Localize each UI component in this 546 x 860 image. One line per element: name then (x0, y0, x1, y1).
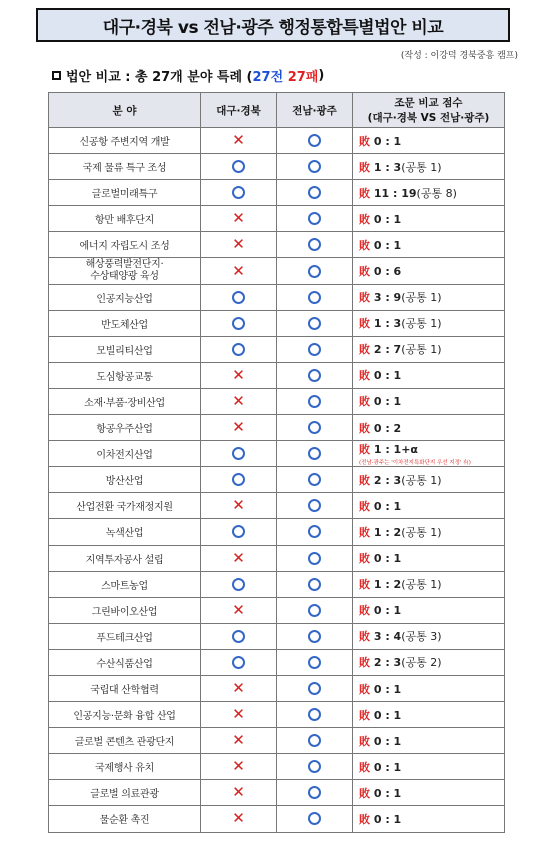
daegu-cell (201, 675, 277, 701)
square-bullet-icon (52, 71, 61, 80)
table-row (49, 336, 505, 362)
score-value: 0 : 1 (373, 604, 402, 618)
score-cell (353, 806, 505, 832)
circle-icon (308, 395, 321, 408)
score-cell (353, 362, 505, 388)
circle-icon (232, 186, 245, 199)
area-cell: 국제행사 유치 (49, 754, 201, 780)
x-icon: ✕ (232, 391, 245, 410)
daegu-cell (201, 415, 277, 441)
area-cell: 방산산업 (49, 467, 201, 493)
circle-icon (308, 212, 321, 225)
jeonnam-cell (277, 232, 353, 258)
area-label-line2: 수상태양광 육성 (90, 271, 159, 283)
score-value: 0 : 1 (373, 734, 402, 748)
loss-mark: 敗 (359, 186, 370, 200)
score-cell (353, 128, 505, 154)
area-cell: 신공항 주변지역 개발 (49, 128, 201, 154)
table-row (49, 754, 505, 780)
circle-icon (308, 525, 321, 538)
daegu-cell (201, 728, 277, 754)
area-cell: 그린바이오산업 (49, 597, 201, 623)
circle-icon (308, 708, 321, 721)
circle-icon (308, 499, 321, 512)
table-row (49, 180, 505, 206)
score-value: 0 : 1 (373, 238, 402, 252)
score-value: 0 : 1 (373, 812, 402, 826)
score-value: 0 : 1 (373, 134, 402, 148)
header-score-line2: (대구·경북 VS 전남·광주) (367, 112, 490, 124)
circle-icon (308, 682, 321, 695)
jeonnam-cell (277, 336, 353, 362)
area-cell: 항만 배후단지 (49, 206, 201, 232)
table-row (49, 649, 505, 675)
area-cell: 푸드테크산업 (49, 623, 201, 649)
subtitle (52, 66, 324, 85)
score-value: 0 : 1 (373, 395, 402, 409)
loss-mark: 敗 (359, 786, 370, 800)
score-cell (353, 728, 505, 754)
circle-icon (308, 343, 321, 356)
subtitle-losses: 27패 (287, 70, 319, 85)
area-cell: 산업전환 국가재정지원 (49, 493, 201, 519)
area-cell: 녹색산업 (49, 519, 201, 545)
x-icon: ✕ (232, 705, 245, 724)
score-value: 0 : 6 (373, 265, 402, 279)
area-cell: 글로벌미래특구 (49, 180, 201, 206)
table-row (49, 728, 505, 754)
table-row (49, 310, 505, 336)
daegu-cell (201, 232, 277, 258)
source-note: (작성 : 이강덕 경북중흥 캠프) (400, 51, 518, 61)
jeonnam-cell (277, 362, 353, 388)
x-icon: ✕ (232, 261, 245, 280)
daegu-cell (201, 467, 277, 493)
circle-icon (232, 630, 245, 643)
table-row (49, 519, 505, 545)
area-cell: 물순환 촉진 (49, 806, 201, 832)
score-value: 2 : 3 (373, 473, 402, 487)
area-cell: 지역투자공사 설립 (49, 545, 201, 571)
jeonnam-cell (277, 545, 353, 571)
table-row (49, 258, 505, 284)
loss-mark: 敗 (359, 604, 370, 618)
score-value: 1 : 3 (373, 160, 402, 174)
score-cell (353, 258, 505, 284)
score-cell (353, 649, 505, 675)
circle-icon (308, 734, 321, 747)
daegu-cell (201, 806, 277, 832)
jeonnam-cell (277, 206, 353, 232)
score-value: 0 : 1 (373, 552, 402, 566)
x-icon: ✕ (232, 131, 245, 150)
x-icon: ✕ (232, 235, 245, 254)
circle-icon (232, 525, 245, 538)
table-row (49, 415, 505, 441)
x-icon: ✕ (232, 209, 245, 228)
circle-icon (308, 656, 321, 669)
jeonnam-cell (277, 519, 353, 545)
area-cell: 스마트농업 (49, 571, 201, 597)
circle-icon (308, 630, 321, 643)
loss-mark: 敗 (359, 421, 370, 435)
circle-icon (308, 473, 321, 486)
circle-icon (308, 812, 321, 825)
common-count: (공통 1) (401, 160, 442, 174)
circle-icon (308, 447, 321, 460)
area-cell: 반도체산업 (49, 310, 201, 336)
score-value: 1 : 2 (373, 525, 402, 539)
circle-icon (308, 604, 321, 617)
score-cell (353, 571, 505, 597)
score-cell (353, 441, 505, 467)
score-value: 3 : 4 (373, 630, 402, 644)
score-cell (353, 206, 505, 232)
score-value: 0 : 1 (373, 369, 402, 383)
score-cell (353, 284, 505, 310)
score-note: (전남·광주는 '이차전지특화단지 우선 지정' 有) (359, 460, 471, 467)
daegu-cell (201, 780, 277, 806)
daegu-cell (201, 310, 277, 336)
jeonnam-cell (277, 128, 353, 154)
daegu-cell (201, 154, 277, 180)
score-cell (353, 336, 505, 362)
score-cell (353, 597, 505, 623)
circle-icon (308, 265, 321, 278)
jeonnam-cell (277, 571, 353, 597)
loss-mark: 敗 (359, 317, 370, 331)
score-value: 2 : 7 (373, 343, 402, 357)
header-jeonnam: 전남·광주 (277, 93, 353, 128)
table-row (49, 441, 505, 467)
circle-icon (308, 786, 321, 799)
loss-mark: 敗 (359, 552, 370, 566)
score-value: 0 : 1 (373, 760, 402, 774)
circle-icon (308, 186, 321, 199)
score-cell (353, 754, 505, 780)
jeonnam-cell (277, 415, 353, 441)
score-value: 0 : 2 (373, 421, 402, 435)
score-cell (353, 180, 505, 206)
area-cell: 모빌리티산업 (49, 336, 201, 362)
area-cell (49, 258, 201, 284)
loss-mark: 敗 (359, 760, 370, 774)
table-row (49, 388, 505, 414)
score-value: 1 : 2 (373, 578, 402, 592)
loss-mark: 敗 (359, 238, 370, 252)
jeonnam-cell (277, 310, 353, 336)
header-score-line1: 조문 비교 점수 (394, 97, 463, 109)
header-score (353, 93, 505, 128)
common-count: (공통 8) (416, 186, 457, 200)
table-header-row (49, 93, 505, 128)
score-value: 1 : 1+α (373, 443, 418, 457)
daegu-cell (201, 649, 277, 675)
loss-mark: 敗 (359, 525, 370, 539)
score-cell (353, 415, 505, 441)
score-value: 3 : 9 (373, 291, 402, 305)
table-row (49, 128, 505, 154)
circle-icon (308, 369, 321, 382)
score-cell (353, 467, 505, 493)
score-value: 0 : 1 (373, 499, 402, 513)
score-value: 0 : 1 (373, 708, 402, 722)
area-cell: 항공우주산업 (49, 415, 201, 441)
header-daegu: 대구·경북 (201, 93, 277, 128)
daegu-cell (201, 180, 277, 206)
score-cell (353, 154, 505, 180)
daegu-cell (201, 388, 277, 414)
loss-mark: 敗 (359, 578, 370, 592)
common-count: (공통 1) (401, 578, 442, 592)
circle-icon (308, 160, 321, 173)
score-cell (353, 702, 505, 728)
table-row (49, 571, 505, 597)
loss-mark: 敗 (359, 734, 370, 748)
loss-mark: 敗 (359, 473, 370, 487)
area-cell: 이차전지산업 (49, 441, 201, 467)
subtitle-prefix: 법안 비교 : 총 27개 분야 특례 ( (66, 70, 253, 85)
daegu-cell (201, 441, 277, 467)
daegu-cell (201, 284, 277, 310)
area-cell: 글로벌 콘텐츠 관광단지 (49, 728, 201, 754)
score-cell (353, 545, 505, 571)
daegu-cell (201, 702, 277, 728)
table-row (49, 545, 505, 571)
table-body (49, 128, 505, 833)
score-value: 0 : 1 (373, 682, 402, 696)
x-icon: ✕ (232, 548, 245, 567)
area-cell: 국립대 산학협력 (49, 675, 201, 701)
loss-mark: 敗 (359, 212, 370, 226)
area-cell: 에너지 자립도시 조성 (49, 232, 201, 258)
loss-mark: 敗 (359, 395, 370, 409)
jeonnam-cell (277, 780, 353, 806)
table-row (49, 675, 505, 701)
jeonnam-cell (277, 649, 353, 675)
table-row (49, 154, 505, 180)
circle-icon (308, 421, 321, 434)
page-title: 대구·경북 vs 전남·광주 행정통합특별법안 비교 (36, 8, 510, 42)
loss-mark: 敗 (359, 343, 370, 357)
circle-icon (308, 760, 321, 773)
jeonnam-cell (277, 467, 353, 493)
x-icon: ✕ (232, 418, 245, 437)
jeonnam-cell (277, 702, 353, 728)
loss-mark: 敗 (359, 443, 370, 457)
loss-mark: 敗 (359, 656, 370, 670)
score-cell (353, 675, 505, 701)
score-value: 2 : 3 (373, 656, 402, 670)
x-icon: ✕ (232, 365, 245, 384)
common-count: (공통 3) (401, 630, 442, 644)
jeonnam-cell (277, 754, 353, 780)
daegu-cell (201, 128, 277, 154)
daegu-cell (201, 545, 277, 571)
x-icon: ✕ (232, 809, 245, 828)
jeonnam-cell (277, 597, 353, 623)
circle-icon (308, 552, 321, 565)
circle-icon (232, 343, 245, 356)
jeonnam-cell (277, 180, 353, 206)
daegu-cell (201, 623, 277, 649)
daegu-cell (201, 754, 277, 780)
table-row (49, 702, 505, 728)
circle-icon (232, 473, 245, 486)
score-value: 1 : 3 (373, 317, 402, 331)
x-icon: ✕ (232, 600, 245, 619)
jeonnam-cell (277, 284, 353, 310)
circle-icon (308, 578, 321, 591)
area-cell: 글로벌 의료관광 (49, 780, 201, 806)
area-cell: 수산식품산업 (49, 649, 201, 675)
area-cell: 소재·부품·장비산업 (49, 388, 201, 414)
circle-icon (232, 447, 245, 460)
daegu-cell (201, 336, 277, 362)
common-count: (공통 1) (401, 473, 442, 487)
table-row (49, 493, 505, 519)
loss-mark: 敗 (359, 630, 370, 644)
common-count: (공통 1) (401, 291, 442, 305)
score-value: 0 : 1 (373, 786, 402, 800)
score-cell (353, 623, 505, 649)
area-cell: 국제 물류 특구 조성 (49, 154, 201, 180)
daegu-cell (201, 493, 277, 519)
score-cell (353, 493, 505, 519)
jeonnam-cell (277, 623, 353, 649)
daegu-cell (201, 597, 277, 623)
score-cell (353, 519, 505, 545)
jeonnam-cell (277, 806, 353, 832)
jeonnam-cell (277, 493, 353, 519)
score-cell (353, 232, 505, 258)
daegu-cell (201, 362, 277, 388)
table-row (49, 780, 505, 806)
table-row (49, 284, 505, 310)
subtitle-suffix: ) (318, 68, 325, 83)
loss-mark: 敗 (359, 682, 370, 696)
table-row (49, 206, 505, 232)
circle-icon (232, 317, 245, 330)
loss-mark: 敗 (359, 265, 370, 279)
score-cell (353, 310, 505, 336)
loss-mark: 敗 (359, 499, 370, 513)
score-cell (353, 388, 505, 414)
daegu-cell (201, 258, 277, 284)
area-label: 해상풍력발전단지· (85, 259, 164, 271)
jeonnam-cell (277, 728, 353, 754)
circle-icon (232, 578, 245, 591)
circle-icon (308, 238, 321, 251)
area-cell: 도심항공교통 (49, 362, 201, 388)
circle-icon (232, 656, 245, 669)
table-row (49, 806, 505, 832)
daegu-cell (201, 571, 277, 597)
x-icon: ✕ (232, 496, 245, 515)
jeonnam-cell (277, 675, 353, 701)
subtitle-wins: 27전 (252, 70, 284, 85)
jeonnam-cell (277, 441, 353, 467)
table-row (49, 597, 505, 623)
jeonnam-cell (277, 154, 353, 180)
loss-mark: 敗 (359, 369, 370, 383)
score-cell (353, 780, 505, 806)
jeonnam-cell (277, 258, 353, 284)
circle-icon (308, 134, 321, 147)
x-icon: ✕ (232, 679, 245, 698)
area-cell: 인공지능산업 (49, 284, 201, 310)
jeonnam-cell (277, 388, 353, 414)
common-count: (공통 1) (401, 343, 442, 357)
circle-icon (308, 317, 321, 330)
loss-mark: 敗 (359, 134, 370, 148)
comparison-table (48, 92, 505, 833)
circle-icon (232, 291, 245, 304)
score-value: 11 : 19 (373, 186, 417, 200)
loss-mark: 敗 (359, 708, 370, 722)
table-row (49, 232, 505, 258)
x-icon: ✕ (232, 731, 245, 750)
common-count: (공통 1) (401, 317, 442, 331)
score-value: 0 : 1 (373, 212, 402, 226)
circle-icon (308, 291, 321, 304)
circle-icon (232, 160, 245, 173)
common-count: (공통 2) (401, 656, 442, 670)
daegu-cell (201, 519, 277, 545)
table-row (49, 623, 505, 649)
header-area: 분 야 (49, 93, 201, 128)
table-row (49, 362, 505, 388)
loss-mark: 敗 (359, 812, 370, 826)
x-icon: ✕ (232, 783, 245, 802)
x-icon: ✕ (232, 757, 245, 776)
loss-mark: 敗 (359, 291, 370, 305)
area-cell: 인공지능·문화 융합 산업 (49, 702, 201, 728)
loss-mark: 敗 (359, 160, 370, 174)
table-row (49, 467, 505, 493)
daegu-cell (201, 206, 277, 232)
common-count: (공통 1) (401, 525, 442, 539)
